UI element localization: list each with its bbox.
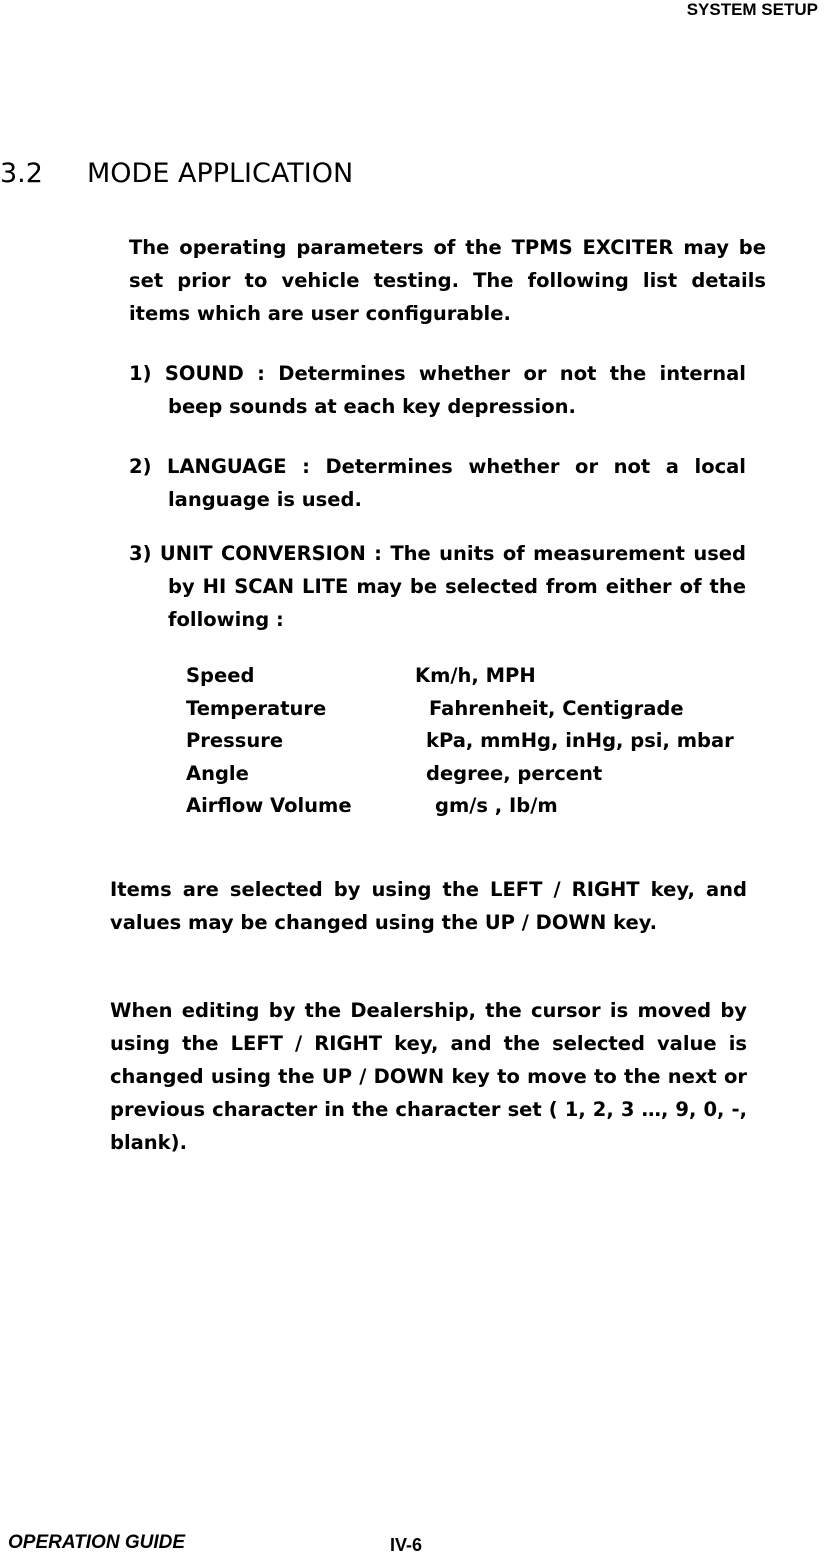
unit-values: Km/h, MPH: [415, 664, 536, 687]
unit-name: Airflow Volume: [186, 794, 352, 817]
config-item-unit-conversion: 3) UNIT CONVERSION : The units of measurement used by HI SCAN LITE may be selected from either of the following :: [129, 542, 746, 631]
units-row-speed: [186, 660, 734, 693]
unit-name: Speed: [186, 664, 255, 687]
unit-values: Fahrenheit, Centigrade: [429, 696, 684, 720]
units-row-angle: [186, 758, 734, 791]
config-item-language: 2) LANGUAGE : Determines whether or not a local language is used.: [129, 455, 746, 511]
section-heading: [0, 157, 353, 191]
unit-values: degree, percent: [426, 761, 603, 785]
units-row-temperature: [186, 693, 734, 726]
unit-values: gm/s , Ib/m: [435, 794, 558, 817]
section-number: 3.2: [0, 158, 43, 189]
unit-name: Pressure: [186, 729, 284, 752]
editing-paragraph: When editing by the Dealership, the cursor is moved by using the LEFT / RIGHT key, and the selected value is changed using the UP / DOWN key to move to the next or previous character in the character set ( 1, 2, 3 …, 9, 0, -, blank).: [110, 999, 747, 1154]
running-header: SYSTEM SETUP: [686, 0, 818, 19]
units-row-airflow-volume: [186, 790, 734, 823]
section-title: MODE APPLICATION: [87, 158, 354, 189]
unit-name: Temperature: [186, 696, 327, 720]
footer-guide-label: OPERATION GUIDE: [8, 1532, 185, 1553]
page-number: IV-6: [390, 1535, 423, 1555]
units-table: [186, 660, 734, 823]
unit-values: kPa, mmHg, inHg, psi, mbar: [426, 729, 734, 752]
unit-name: Angle: [186, 761, 249, 785]
intro-paragraph: The operating parameters of the TPMS EXCITER may be set prior to vehicle testing. The following list details items which are user configurable.: [129, 236, 766, 325]
selection-paragraph: Items are selected by using the LEFT / RIGHT key, and values may be changed using the UP / DOWN key.: [110, 878, 747, 934]
units-row-pressure: [186, 725, 734, 758]
config-item-sound: 1) SOUND : Determines whether or not the internal beep sounds at each key depression.: [129, 362, 746, 418]
